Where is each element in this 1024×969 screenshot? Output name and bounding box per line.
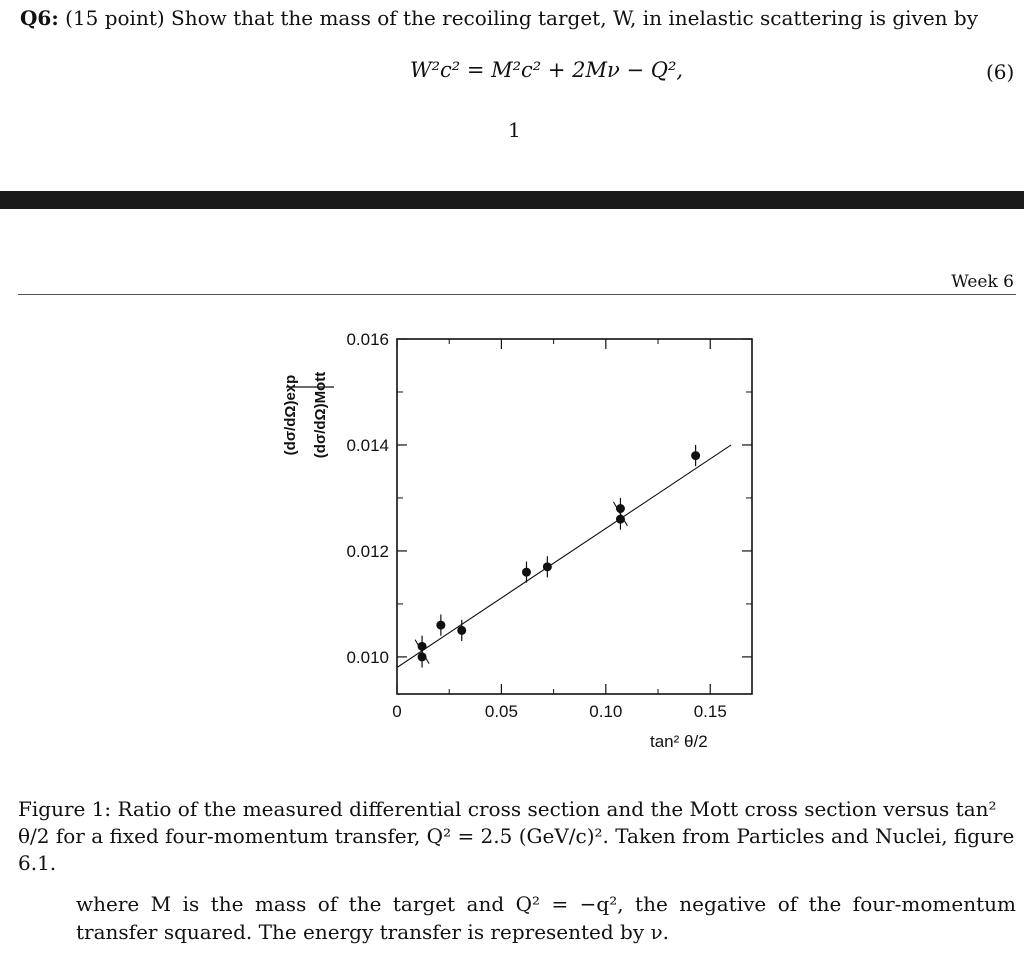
data-point <box>543 562 552 571</box>
fit-line <box>397 445 731 668</box>
question-text: (15 point) Show that the mass of the recoiling target, W, in inelastic scattering is given by <box>65 6 979 30</box>
y-tick-label: 0.014 <box>346 435 389 455</box>
data-point <box>522 568 531 577</box>
chart-svg <box>270 325 770 775</box>
figure-caption: Figure 1: Ratio of the measured differential cross section and the Mott cross section versus tan² θ/2 for a fixed four-momentum transfer, Q² = 2.5 (GeV/c)². Taken from Particles and Nuclei, figure 6.1. <box>18 797 1015 875</box>
data-point <box>436 621 445 630</box>
week-header: Week 6 <box>951 272 1014 292</box>
equation-number: (6) <box>986 60 1015 84</box>
question-label: Q6: <box>20 6 59 30</box>
x-tick-label: 0.05 <box>484 702 518 721</box>
question-line <box>20 6 978 30</box>
x-tick-label: 0 <box>392 702 402 721</box>
data-point <box>418 652 427 661</box>
y-tick-label: 0.016 <box>346 330 389 349</box>
y-axis-label-numerator: (dσ/dΩ)exp <box>282 374 299 456</box>
x-axis-label: tan² θ/2 <box>650 732 708 751</box>
header-rule <box>18 294 1016 295</box>
equation: W²c² = M²c² + 2Mν − Q², <box>410 58 684 82</box>
figure-chart <box>270 325 770 779</box>
data-point <box>457 626 466 635</box>
y-tick-label: 0.010 <box>346 647 389 667</box>
plot-frame <box>397 339 752 694</box>
x-tick-label: 0.15 <box>693 702 727 721</box>
page-break-bar <box>0 191 1024 209</box>
y-tick-label: 0.012 <box>346 541 389 561</box>
y-axis-label-denominator: (dσ/dΩ)Mott <box>312 371 329 459</box>
data-point <box>691 451 700 460</box>
page-number: 1 <box>508 118 521 142</box>
data-point <box>616 515 625 524</box>
body-paragraph: where M is the mass of the target and Q² = −q², the negative of the four-momentum transfer squared. The energy transfer is represented by ν. <box>76 892 1016 944</box>
x-tick-label: 0.10 <box>589 702 623 721</box>
